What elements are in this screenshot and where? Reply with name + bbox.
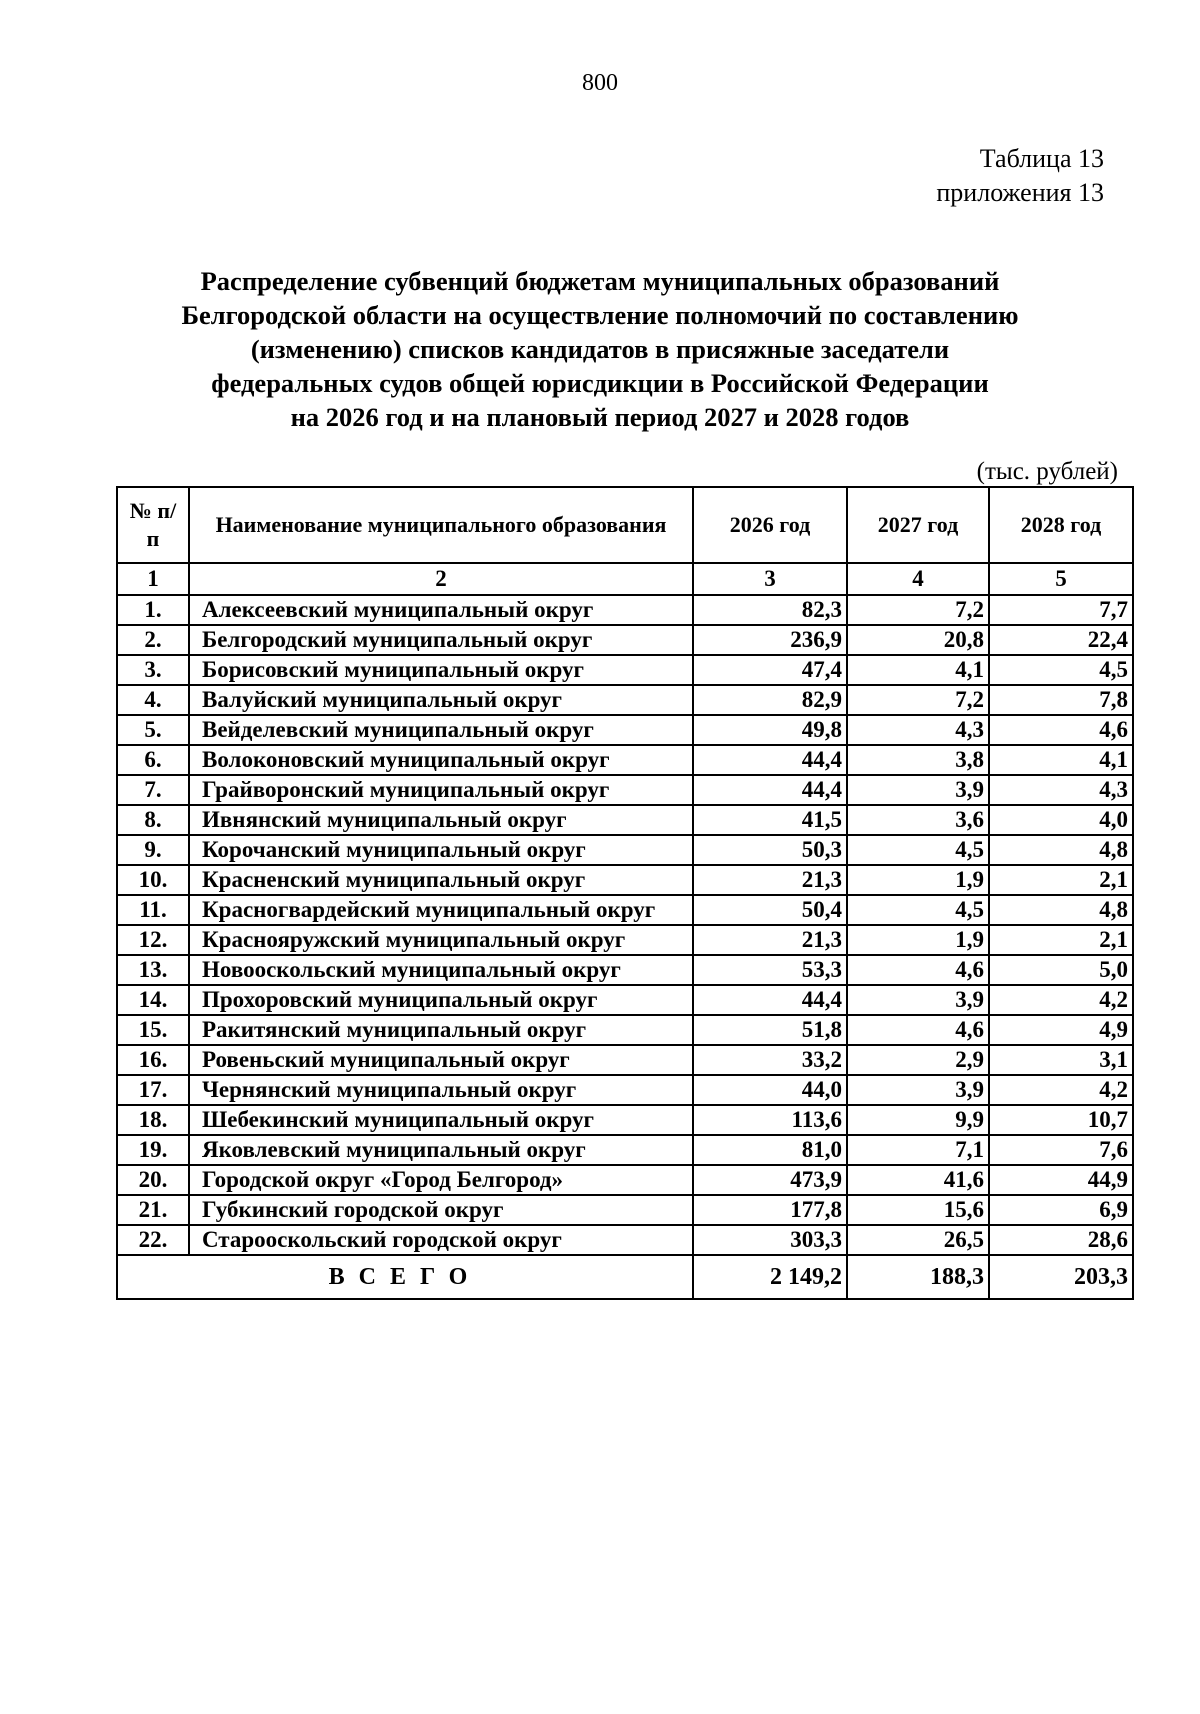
table-header-row	[117, 487, 1133, 563]
value-2028: 44,9	[989, 1165, 1133, 1195]
subvention-table	[116, 486, 1134, 1300]
value-2028: 4,8	[989, 895, 1133, 925]
table-row	[117, 865, 1133, 895]
total-2026: 2 149,2	[693, 1255, 847, 1299]
value-2027: 3,9	[847, 985, 989, 1015]
table-row	[117, 655, 1133, 685]
row-number: 9.	[117, 835, 189, 865]
row-number: 18.	[117, 1105, 189, 1135]
row-number: 19.	[117, 1135, 189, 1165]
value-2027: 3,6	[847, 805, 989, 835]
total-2028: 203,3	[989, 1255, 1133, 1299]
value-2026: 82,3	[693, 595, 847, 625]
column-number-row	[117, 563, 1133, 595]
table-row	[117, 625, 1133, 655]
table-row	[117, 925, 1133, 955]
table-row	[117, 775, 1133, 805]
value-2027: 3,9	[847, 1075, 989, 1105]
value-2026: 303,3	[693, 1225, 847, 1255]
row-number: 4.	[117, 685, 189, 715]
municipality-name: Ракитянский муниципальный округ	[189, 1015, 693, 1045]
value-2026: 44,4	[693, 985, 847, 1015]
value-2028: 28,6	[989, 1225, 1133, 1255]
value-2026: 41,5	[693, 805, 847, 835]
row-number: 3.	[117, 655, 189, 685]
total-2027: 188,3	[847, 1255, 989, 1299]
table-row	[117, 1195, 1133, 1225]
municipality-name: Чернянский муниципальный округ	[189, 1075, 693, 1105]
row-number: 1.	[117, 595, 189, 625]
value-2027: 4,6	[847, 955, 989, 985]
municipality-name: Валуйский муниципальный округ	[189, 685, 693, 715]
municipality-name: Городской округ «Город Белгород»	[189, 1165, 693, 1195]
value-2026: 49,8	[693, 715, 847, 745]
table-row	[117, 955, 1133, 985]
value-2026: 236,9	[693, 625, 847, 655]
table-row	[117, 685, 1133, 715]
row-number: 5.	[117, 715, 189, 745]
municipality-name: Ровеньский муниципальный округ	[189, 1045, 693, 1075]
municipality-name: Белгородский муниципальный округ	[189, 625, 693, 655]
value-2027: 3,9	[847, 775, 989, 805]
value-2027: 7,1	[847, 1135, 989, 1165]
units-label: (тыс. рублей)	[976, 458, 1118, 485]
municipality-name: Шебекинский муниципальный округ	[189, 1105, 693, 1135]
row-number: 16.	[117, 1045, 189, 1075]
table-row	[117, 1165, 1133, 1195]
title-line3: (изменению) списков кандидатов в присяжные заседатели	[250, 334, 950, 364]
value-2028: 4,8	[989, 835, 1133, 865]
table-reference	[936, 142, 1104, 210]
value-2028: 6,9	[989, 1195, 1133, 1225]
value-2028: 22,4	[989, 625, 1133, 655]
table-row	[117, 1225, 1133, 1255]
row-number: 6.	[117, 745, 189, 775]
value-2026: 47,4	[693, 655, 847, 685]
title-line4: федеральных судов общей юрисдикции в Российской Федерации	[211, 368, 989, 398]
value-2028: 7,7	[989, 595, 1133, 625]
value-2026: 21,3	[693, 865, 847, 895]
value-2027: 1,9	[847, 925, 989, 955]
value-2026: 177,8	[693, 1195, 847, 1225]
value-2026: 21,3	[693, 925, 847, 955]
municipality-name: Ивнянский муниципальный округ	[189, 805, 693, 835]
header-2028: 2028 год	[989, 487, 1133, 563]
municipality-name: Корочанский муниципальный округ	[189, 835, 693, 865]
row-number: 13.	[117, 955, 189, 985]
value-2027: 4,3	[847, 715, 989, 745]
value-2028: 10,7	[989, 1105, 1133, 1135]
value-2026: 44,0	[693, 1075, 847, 1105]
value-2027: 9,9	[847, 1105, 989, 1135]
table-ref-line1: Таблица 13	[979, 144, 1104, 173]
value-2026: 53,3	[693, 955, 847, 985]
municipality-name: Алексеевский муниципальный округ	[189, 595, 693, 625]
value-2027: 4,6	[847, 1015, 989, 1045]
table-row	[117, 985, 1133, 1015]
header-2026: 2026 год	[693, 487, 847, 563]
header-num: № п/п	[117, 487, 189, 563]
value-2028: 2,1	[989, 865, 1133, 895]
column-number: 1	[117, 563, 189, 595]
table-row	[117, 895, 1133, 925]
title-line1: Распределение субвенций бюджетам муниципальных образований	[200, 266, 1000, 296]
municipality-name: Новооскольский муниципальный округ	[189, 955, 693, 985]
value-2028: 4,0	[989, 805, 1133, 835]
municipality-name: Красненский муниципальный округ	[189, 865, 693, 895]
value-2028: 7,6	[989, 1135, 1133, 1165]
table-ref-line2: приложения 13	[936, 178, 1104, 207]
value-2028: 4,2	[989, 1075, 1133, 1105]
page-number: 800	[582, 70, 618, 96]
row-number: 7.	[117, 775, 189, 805]
value-2026: 51,8	[693, 1015, 847, 1045]
row-number: 20.	[117, 1165, 189, 1195]
row-number: 21.	[117, 1195, 189, 1225]
municipality-name: Грайворонский муниципальный округ	[189, 775, 693, 805]
value-2027: 3,8	[847, 745, 989, 775]
value-2027: 4,5	[847, 835, 989, 865]
row-number: 17.	[117, 1075, 189, 1105]
value-2027: 4,5	[847, 895, 989, 925]
table-row	[117, 1135, 1133, 1165]
value-2026: 473,9	[693, 1165, 847, 1195]
municipality-name: Вейделевский муниципальный округ	[189, 715, 693, 745]
value-2026: 113,6	[693, 1105, 847, 1135]
municipality-name: Волоконовский муниципальный округ	[189, 745, 693, 775]
value-2027: 2,9	[847, 1045, 989, 1075]
row-number: 11.	[117, 895, 189, 925]
column-number: 5	[989, 563, 1133, 595]
value-2026: 50,4	[693, 895, 847, 925]
table-row	[117, 595, 1133, 625]
municipality-name: Губкинский городской округ	[189, 1195, 693, 1225]
value-2027: 7,2	[847, 685, 989, 715]
value-2027: 1,9	[847, 865, 989, 895]
header-2027: 2027 год	[847, 487, 989, 563]
table-row	[117, 745, 1133, 775]
column-number: 3	[693, 563, 847, 595]
total-row	[117, 1255, 1133, 1299]
row-number: 12.	[117, 925, 189, 955]
row-number: 8.	[117, 805, 189, 835]
value-2026: 50,3	[693, 835, 847, 865]
value-2028: 5,0	[989, 955, 1133, 985]
total-label: ВСЕГО	[117, 1255, 693, 1299]
table-row	[117, 835, 1133, 865]
value-2027: 41,6	[847, 1165, 989, 1195]
value-2028: 4,2	[989, 985, 1133, 1015]
value-2027: 20,8	[847, 625, 989, 655]
value-2026: 44,4	[693, 745, 847, 775]
value-2028: 3,1	[989, 1045, 1133, 1075]
column-number: 2	[189, 563, 693, 595]
value-2028: 7,8	[989, 685, 1133, 715]
row-number: 22.	[117, 1225, 189, 1255]
table-row	[117, 1015, 1133, 1045]
table-row	[117, 805, 1133, 835]
value-2026: 82,9	[693, 685, 847, 715]
value-2028: 2,1	[989, 925, 1133, 955]
document-title	[150, 264, 1050, 434]
value-2027: 4,1	[847, 655, 989, 685]
municipality-name: Старооскольский городской округ	[189, 1225, 693, 1255]
municipality-name: Краснояружский муниципальный округ	[189, 925, 693, 955]
column-number: 4	[847, 563, 989, 595]
row-number: 15.	[117, 1015, 189, 1045]
table-row	[117, 1045, 1133, 1075]
value-2026: 81,0	[693, 1135, 847, 1165]
value-2026: 33,2	[693, 1045, 847, 1075]
value-2026: 44,4	[693, 775, 847, 805]
table-row	[117, 715, 1133, 745]
value-2027: 26,5	[847, 1225, 989, 1255]
value-2027: 15,6	[847, 1195, 989, 1225]
title-line2: Белгородской области на осуществление полномочий по составлению	[181, 300, 1019, 330]
value-2028: 4,1	[989, 745, 1133, 775]
header-name: Наименование муниципального образования	[189, 487, 693, 563]
table-row	[117, 1105, 1133, 1135]
value-2028: 4,6	[989, 715, 1133, 745]
row-number: 14.	[117, 985, 189, 1015]
value-2028: 4,5	[989, 655, 1133, 685]
row-number: 2.	[117, 625, 189, 655]
table-row	[117, 1075, 1133, 1105]
value-2027: 7,2	[847, 595, 989, 625]
municipality-name: Борисовский муниципальный округ	[189, 655, 693, 685]
title-line5: на 2026 год и на плановый период 2027 и 2028 годов	[290, 402, 910, 432]
municipality-name: Яковлевский муниципальный округ	[189, 1135, 693, 1165]
value-2028: 4,3	[989, 775, 1133, 805]
municipality-name: Красногвардейский муниципальный округ	[189, 895, 693, 925]
value-2028: 4,9	[989, 1015, 1133, 1045]
row-number: 10.	[117, 865, 189, 895]
municipality-name: Прохоровский муниципальный округ	[189, 985, 693, 1015]
